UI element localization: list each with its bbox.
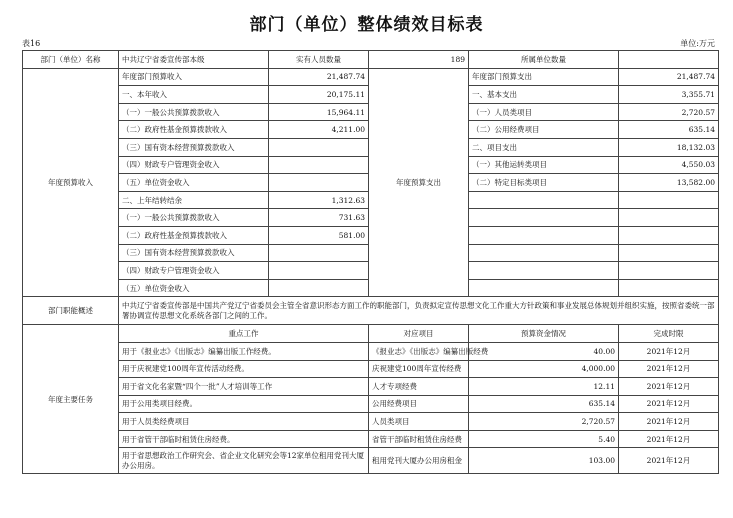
income-item-label: （四）财政专户管理资金收入 (119, 262, 269, 280)
income-item-label: （三）国有资本经营预算拨款收入 (119, 244, 269, 262)
expense-item-label (469, 279, 619, 297)
expense-item-label (469, 244, 619, 262)
subunit-label: 所属单位数量 (469, 51, 619, 69)
task-budget: 40.00 (469, 342, 619, 360)
expense-item-value: 18,132.03 (619, 138, 719, 156)
functions-row (23, 297, 719, 325)
income-item-value (269, 279, 369, 297)
task-work: 用于庆祝建党100周年宣传活动经费。 (119, 360, 369, 378)
expense-item-value (619, 226, 719, 244)
task-deadline: 2021年12月 (619, 413, 719, 431)
task-project: 租用党刊大厦办公用房租金 (369, 448, 469, 474)
task-project: 《报业志》《出版志》编纂出版经费 (369, 342, 469, 360)
task-row (23, 342, 719, 360)
expense-item-label (469, 191, 619, 209)
income-item-value: 21,487.74 (269, 68, 369, 86)
income-item-value: 20,175.11 (269, 86, 369, 104)
income-item-label: （四）财政专户管理资金收入 (119, 156, 269, 174)
tasks-col-work: 重点工作 (119, 325, 369, 343)
income-item-value (269, 156, 369, 174)
task-row (23, 395, 719, 413)
income-item-value (269, 262, 369, 280)
income-item-label: 二、上年结转结余 (119, 191, 269, 209)
task-work: 用于省思想政治工作研究会、省企业文化研究会等12家单位租用党刊大厦办公用房。 (119, 448, 369, 474)
income-section-label: 年度预算收入 (23, 68, 119, 297)
expense-section-label: 年度预算支出 (369, 68, 469, 297)
expense-item-value: 4,550.03 (619, 156, 719, 174)
expense-item-label: （一）人员类项目 (469, 103, 619, 121)
task-row (23, 430, 719, 448)
task-deadline: 2021年12月 (619, 395, 719, 413)
task-deadline: 2021年12月 (619, 430, 719, 448)
expense-item-value: 21,487.74 (619, 68, 719, 86)
expense-item-value (619, 191, 719, 209)
task-work: 用于公用类项目经费。 (119, 395, 369, 413)
subunit-value (619, 51, 719, 69)
expense-item-label (469, 226, 619, 244)
income-item-label: （三）国有资本经营预算拨款收入 (119, 138, 269, 156)
task-budget: 4,000.00 (469, 360, 619, 378)
income-item-value: 731.63 (269, 209, 369, 227)
tasks-col-deadline: 完成时限 (619, 325, 719, 343)
task-deadline: 2021年12月 (619, 342, 719, 360)
table-number: 表16 (22, 39, 41, 48)
expense-item-value (619, 279, 719, 297)
functions-label: 部门职能概述 (23, 297, 119, 325)
income-item-value: 4,211.00 (269, 121, 369, 139)
task-work: 用于《报业志》《出版志》编纂出版工作经费。 (119, 342, 369, 360)
income-item-label: （五）单位资金收入 (119, 174, 269, 192)
task-deadline: 2021年12月 (619, 448, 719, 474)
expense-item-label: 一、基本支出 (469, 86, 619, 104)
income-item-value: 1,312.63 (269, 191, 369, 209)
dept-name-value: 中共辽宁省委宣传部本级 (119, 51, 269, 69)
header-row (23, 51, 719, 69)
task-work: 用于省管干部临时租赁住房经费。 (119, 430, 369, 448)
staff-value: 189 (369, 51, 469, 69)
task-project: 省管干部临时租赁住房经费 (369, 430, 469, 448)
task-work: 用于省文化名家暨“四个一批”人才培训等工作 (119, 378, 369, 396)
expense-item-value: 3,355.71 (619, 86, 719, 104)
income-item-value: 581.00 (269, 226, 369, 244)
expense-item-label: 二、项目支出 (469, 138, 619, 156)
tasks-header-row (23, 325, 719, 343)
functions-text: 中共辽宁省委宣传部是中国共产党辽宁省委员会主管全省意识形态方面工作的职能部门，负责拟定宣传思想文化工作重大方针政策和事业发展总体规划并组织实施，按照省委统一部署协调宣传思想文化系统各部门之间的工作。 (119, 297, 719, 325)
income-item-label: 年度部门预算收入 (119, 68, 269, 86)
income-item-label: （一）一般公共预算拨款收入 (119, 103, 269, 121)
task-row (23, 413, 719, 431)
page-title: 部门（单位）整体绩效目标表 (249, 15, 484, 35)
task-project: 人员类项目 (369, 413, 469, 431)
task-budget: 635.14 (469, 395, 619, 413)
expense-item-label: （一）其他运转类项目 (469, 156, 619, 174)
expense-item-label (469, 262, 619, 280)
task-budget: 2,720.57 (469, 413, 619, 431)
income-item-label: （二）政府性基金预算拨款收入 (119, 226, 269, 244)
income-item-value (269, 138, 369, 156)
tasks-col-project: 对应项目 (369, 325, 469, 343)
task-row (23, 360, 719, 378)
expense-item-value (619, 209, 719, 227)
task-work: 用于人员类经费项目 (119, 413, 369, 431)
income-item-label: （一）一般公共预算拨款收入 (119, 209, 269, 227)
staff-label: 实有人员数量 (269, 51, 369, 69)
expense-item-value: 13,582.00 (619, 174, 719, 192)
expense-item-label (469, 209, 619, 227)
expense-item-value: 2,720.57 (619, 103, 719, 121)
performance-table (22, 50, 719, 474)
expense-item-value (619, 262, 719, 280)
tasks-col-budget: 预算资金情况 (469, 325, 619, 343)
income-item-value: 15,964.11 (269, 103, 369, 121)
task-project: 庆祝建党100周年宣传经费 (369, 360, 469, 378)
task-row (23, 448, 719, 474)
task-deadline: 2021年12月 (619, 360, 719, 378)
task-row (23, 378, 719, 396)
task-project: 人才专项经费 (369, 378, 469, 396)
tasks-section-label: 年度主要任务 (23, 325, 119, 474)
task-project: 公用经费项目 (369, 395, 469, 413)
expense-item-label: 年度部门预算支出 (469, 68, 619, 86)
income-item-label: 一、本年收入 (119, 86, 269, 104)
task-budget: 5.40 (469, 430, 619, 448)
expense-item-value: 635.14 (619, 121, 719, 139)
income-item-value (269, 244, 369, 262)
expense-item-label: （二）特定目标类项目 (469, 174, 619, 192)
task-deadline: 2021年12月 (619, 378, 719, 396)
budget-row (23, 68, 719, 86)
income-item-label: （五）单位资金收入 (119, 279, 269, 297)
expense-item-label: （二）公用经费项目 (469, 121, 619, 139)
income-item-label: （二）政府性基金预算拨款收入 (119, 121, 269, 139)
income-item-value (269, 174, 369, 192)
task-budget: 103.00 (469, 448, 619, 474)
expense-item-value (619, 244, 719, 262)
dept-name-label: 部门（单位）名称 (23, 51, 119, 69)
task-budget: 12.11 (469, 378, 619, 396)
unit-label: 单位:万元 (680, 39, 715, 48)
